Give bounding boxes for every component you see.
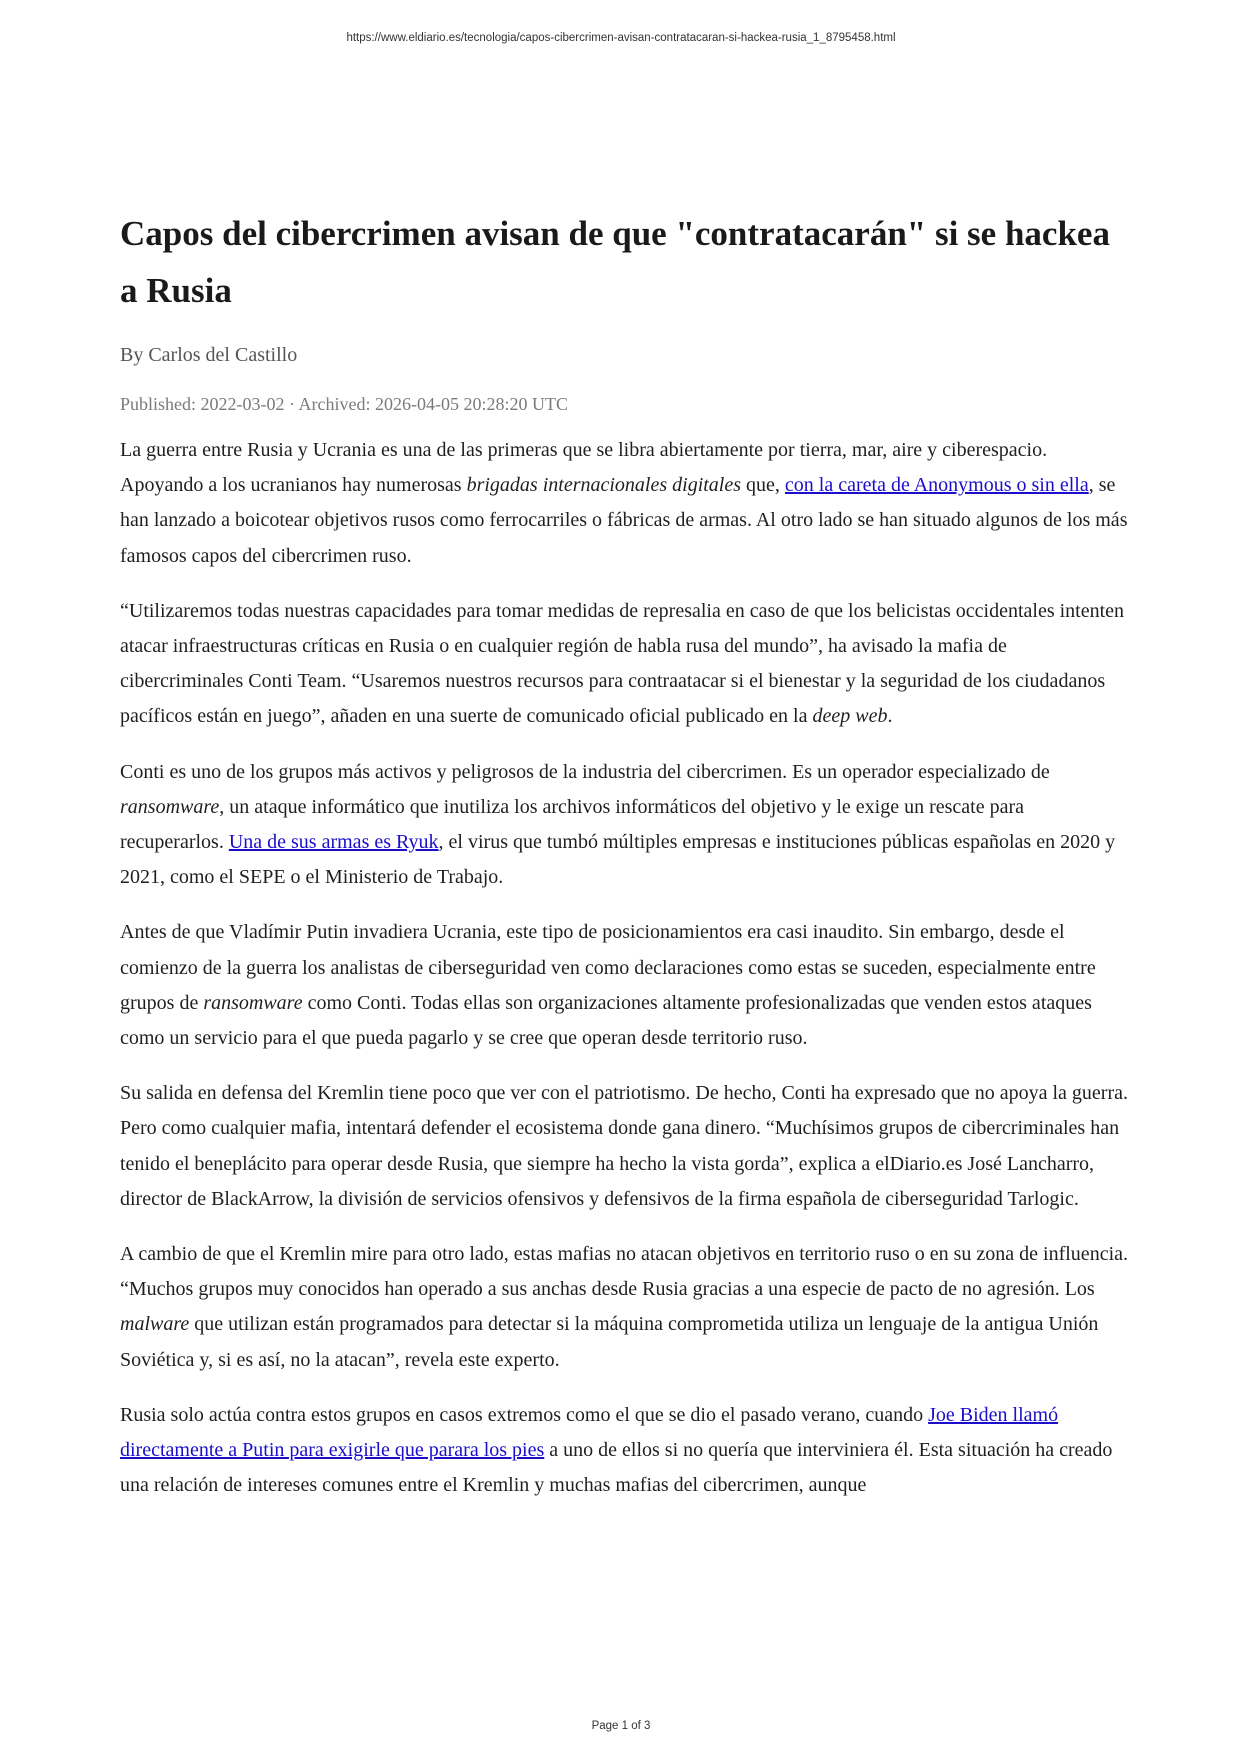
text-run: que utilizan están programados para detectar si la máquina comprometida utiliza un lenguaje de la antigua Unión Soviética y, si es así, no la atacan”, revela este experto. bbox=[120, 1313, 1099, 1371]
article-meta: Published: 2022-03-02 · Archived: 2026-04-05 20:28:20 UTC bbox=[120, 394, 568, 414]
text-run: , se han lanzado a boicotear objetivos rusos como ferrocarriles o fábricas de armas. Al otro lado se han situado algunos de los más famosos capos del cibercrimen ruso. bbox=[120, 474, 1128, 567]
text-run: Antes de que Vladímir Putin invadiera Ucrania, este tipo de posicionamientos era casi inaudito. Sin embargo, desde el comienzo de la guerra los analistas de ciberseguridad ven como declaraciones como estas se suceden, especialmente entre grupos de bbox=[120, 921, 1096, 1014]
text-run: como Conti. Todas ellas son organizaciones altamente profesionalizadas que venden estos ataques como un servicio para el que pueda pagarlo y se cree que operan desde territorio ruso. bbox=[120, 991, 1092, 1050]
emphasis-text: ransomware bbox=[120, 795, 220, 818]
link-ryuk[interactable]: Una de sus armas es Ryuk bbox=[228, 831, 439, 854]
text-run: a uno de ellos si no quería que interviniera él. Esta situación ha creado una relación de intereses comunes entre el Kremlin y muchas mafias del cibercrimen, aunque bbox=[120, 1439, 1113, 1497]
text-run: . bbox=[887, 705, 893, 728]
page-url-header: https://www.eldiario.es/tecnologia/capos-cibercrimen-avisan-contratacaran-si-hackea-rusia_1_8795458.html bbox=[346, 32, 896, 44]
text-run: , un ataque informático que inutiliza los archivos informáticos del objetivo y le exige un rescate para recuperarlos. bbox=[120, 795, 1025, 854]
text-run: La guerra entre Rusia y Ucrania es una de las primeras que se libra abiertamente por tierra, mar, aire y ciberespacio. Apoyando a los ucranianos hay numerosas bbox=[120, 439, 1048, 497]
link-biden-putin[interactable]: Joe Biden llamó directamente a Putin para exigirle que parara los pies bbox=[120, 1403, 1059, 1462]
text-run: Rusia solo actúa contra estos grupos en casos extremos como el que se dio el pasado verano, cuando bbox=[120, 1403, 929, 1426]
paragraph-7 bbox=[120, 1398, 1132, 1504]
paragraph-6 bbox=[120, 1237, 1132, 1378]
text-run: A cambio de que el Kremlin mire para otro lado, estas mafias no atacan objetivos en territorio ruso o en su zona de influencia. “Muchos grupos muy conocidos han operado a sus anchas desde Rusia gracias a una especie de pacto de no agresión. Los bbox=[120, 1243, 1128, 1301]
text-run: Conti es uno de los grupos más activos y peligrosos de la industria del cibercrimen. Es un operador especializado de bbox=[120, 760, 1050, 783]
article-byline: By Carlos del Castillo bbox=[120, 344, 298, 366]
article bbox=[120, 205, 1132, 1523]
text-run: Su salida en defensa del Kremlin tiene poco que ver con el patriotismo. De hecho, Conti ha expresado que no apoya la guerra. Pero como cualquier mafia, intentará defender el ecosistema donde gana dinero. “Muchísimos grupos de cibercriminales han tenido el beneplácito para operar desde Rusia, que siempre ha hecho la vista gorda”, explica a elDiario.es José Lancharro, director de BlackArrow, la división de servicios ofensivos y defensivos de la firma española de ciberseguridad Tarlogic. bbox=[120, 1082, 1128, 1210]
emphasis-text: ransomware bbox=[203, 991, 303, 1014]
paragraph-1 bbox=[120, 433, 1132, 574]
emphasis-text: malware bbox=[120, 1313, 190, 1336]
article-title: Capos del cibercrimen avisan de que "contratacarán" si se hackea a Rusia bbox=[120, 214, 1110, 310]
text-run: que, bbox=[741, 474, 785, 497]
emphasis-text: brigadas internacionales digitales bbox=[466, 474, 742, 497]
paragraph-2 bbox=[120, 594, 1132, 735]
article-body bbox=[120, 433, 1132, 1503]
emphasis-text: deep web bbox=[812, 705, 888, 728]
link-anonymous[interactable]: con la careta de Anonymous o sin ella bbox=[784, 474, 1089, 497]
paragraph-4 bbox=[120, 915, 1132, 1056]
page-number: Page 1 of 3 bbox=[591, 1720, 651, 1732]
paragraph-3 bbox=[120, 755, 1132, 896]
paragraph-5 bbox=[120, 1076, 1132, 1217]
text-run: , el virus que tumbó múltiples empresas e instituciones públicas españolas en 2020 y 2021, como el SEPE o el Ministerio de Trabajo. bbox=[120, 831, 1116, 889]
text-run: “Utilizaremos todas nuestras capacidades para tomar medidas de represalia en caso de que los belicistas occidentales intenten atacar infraestructuras críticas en Rusia o en cualquier región de habla rusa del mundo”, ha avisado la mafia de cibercriminales Conti Team. “Usaremos nuestros recursos para contraatacar si el bienestar y la seguridad de los ciudadanos pacíficos están en juego”, añaden en una suerte de comunicado oficial publicado en la bbox=[120, 599, 1125, 728]
